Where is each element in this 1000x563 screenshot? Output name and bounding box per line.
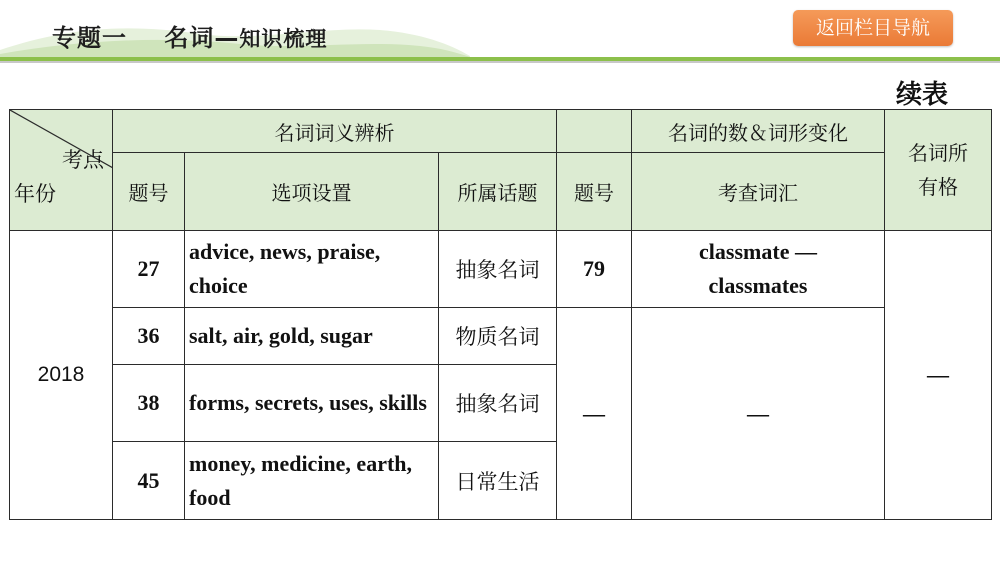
page-title bbox=[52, 18, 327, 53]
corner-top-label: 考点 bbox=[62, 148, 104, 172]
col-header-vocab: 考查词汇 bbox=[632, 153, 885, 231]
row-num: 36 bbox=[113, 308, 185, 365]
row-topic: 日常生活 bbox=[439, 442, 557, 520]
possessive-value: — bbox=[885, 231, 992, 520]
back-to-nav-button[interactable]: 返回栏目导航 bbox=[793, 10, 953, 46]
row-options: salt, air, gold, sugar bbox=[185, 308, 439, 365]
col-header-options: 选项设置 bbox=[185, 153, 439, 231]
row-num: 27 bbox=[113, 231, 185, 308]
vocab-first bbox=[632, 231, 885, 308]
header-rule-shadow bbox=[0, 61, 1000, 63]
group-header-meaning: 名词词义辨析 bbox=[113, 110, 557, 153]
group-header-number-form: 名词的数＆词形变化 bbox=[632, 110, 885, 153]
title-sub: 知识梳理 bbox=[239, 27, 328, 51]
row-options: advice, news, praise, choice bbox=[185, 231, 439, 308]
vocab-first-text: classmate — classmates bbox=[699, 239, 817, 298]
corner-bottom-label: 年份 bbox=[14, 182, 56, 206]
continued-label: 续表 bbox=[896, 80, 949, 110]
knowledge-table bbox=[9, 109, 992, 520]
group-header-blank bbox=[557, 110, 632, 153]
row-topic: 抽象名词 bbox=[439, 365, 557, 442]
row-topic: 物质名词 bbox=[439, 308, 557, 365]
year-cell: 2018 bbox=[10, 231, 113, 520]
vocab-rest: — bbox=[632, 308, 885, 520]
row-num: 38 bbox=[113, 365, 185, 442]
possessive-header bbox=[885, 110, 992, 231]
col-header-num1: 题号 bbox=[113, 153, 185, 231]
row-options: money, medicine, earth, food bbox=[185, 442, 439, 520]
row-options: forms, secrets, uses, skills bbox=[185, 365, 439, 442]
num2-first: 79 bbox=[557, 231, 632, 308]
slide-header bbox=[0, 0, 1000, 62]
num2-rest: — bbox=[557, 308, 632, 520]
title-main: 名词 bbox=[164, 24, 215, 52]
possessive-header-label: 名词所有格 bbox=[908, 141, 969, 199]
topic-label: 专题一 bbox=[52, 24, 127, 52]
col-header-topic: 所属话题 bbox=[439, 153, 557, 231]
title-dash: — bbox=[214, 24, 240, 52]
col-header-num2: 题号 bbox=[557, 153, 632, 231]
corner-header bbox=[10, 110, 113, 231]
row-topic: 抽象名词 bbox=[439, 231, 557, 308]
row-num: 45 bbox=[113, 442, 185, 520]
